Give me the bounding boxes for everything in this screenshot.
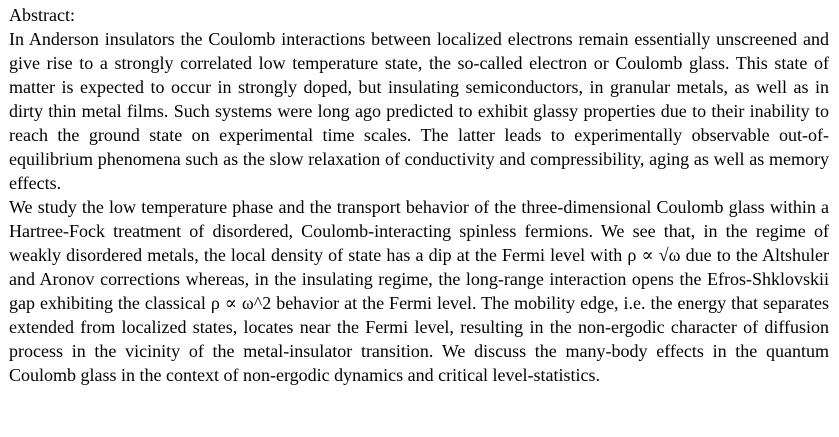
abstract-paragraph-2: We study the low temperature phase and the transport behavior of the three-dimensional Coulomb glass within a Hartree-Fock treatment of disordered, Coulomb-interacting spinless fermions. We see that, in the regime of weakly disordered metals, the local density of state has a dip at the Fermi level with ρ ∝ √ω due to the Altshuler and Aronov corrections whereas, in the insulating regime, the long-range interaction opens the Efros-Shklovskii gap exhibiting the classical ρ ∝ ω^2 behavior at the Fermi level. The mobility edge, i.e. the energy that separates extended from localized states, locates near the Fermi level, resulting in the non-ergodic character of diffusion process in the vicinity of the metal-insulator transition. We discuss the many-body effects in the quantum Coulomb glass in the context of non-ergodic dynamics and critical level-statistics. [9, 197, 829, 385]
abstract-heading: Abstract: [9, 5, 75, 25]
abstract-paragraph-1: In Anderson insulators the Coulomb interactions between localized electrons remain essentially unscreened and give rise to a strongly correlated low temperature state, the so-called electron or Coulomb glass. This state of matter is expected to occur in strongly doped, but insulating semiconductors, in granular metals, as well as in dirty thin metal films. Such systems were long ago predicted to exhibit glassy properties due to their inability to reach the ground state on experimental time scales. The latter leads to experimentally observable out-of-equilibrium phenomena such as the slow relaxation of conductivity and compressibility, aging as well as memory effects. [9, 29, 829, 193]
